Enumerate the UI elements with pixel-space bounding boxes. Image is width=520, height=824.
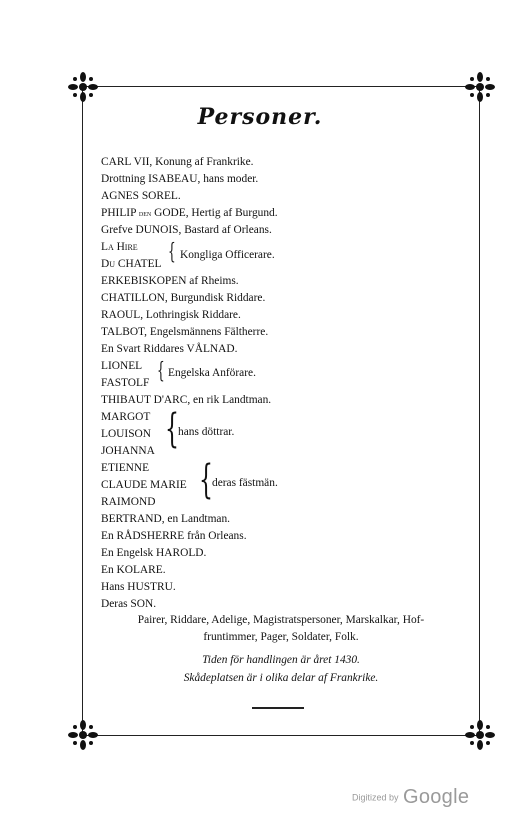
brace-icon: {: [157, 359, 165, 384]
page-title: Personer.: [197, 104, 323, 130]
role-line: En KOLARE.: [101, 564, 166, 576]
closing-rule: [252, 707, 304, 709]
extras-line: Pairer, Riddare, Adelige, Magistratspersoner, Marskalkar, Hof-: [137, 614, 425, 626]
role-line: Grefve DUNOIS, Bastard af Orleans.: [101, 224, 272, 236]
brace-icon: {: [199, 457, 213, 503]
watermark: [352, 786, 469, 809]
extras-line: fruntimmer, Pager, Soldater, Folk.: [203, 631, 359, 643]
floral-ornament-icon: [66, 718, 100, 752]
group-member: CLAUDE MARIE: [101, 479, 187, 491]
watermark-brand: Google: [402, 786, 470, 808]
role-line: Deras SON.: [101, 598, 157, 610]
role-line: Hans HUSTRU.: [101, 581, 176, 593]
role-line: BERTRAND, en Landtman.: [101, 513, 231, 525]
role-line: CHATILLON, Burgundisk Riddare.: [101, 292, 266, 304]
group-member: LOUISON: [101, 428, 151, 440]
role-line: TALBOT, Engelsmännens Fältherre.: [101, 326, 269, 338]
floral-ornament-icon: [66, 70, 100, 104]
role-line: En RÅDSHERRE från Orleans.: [101, 530, 247, 542]
floral-ornament-icon: [463, 718, 497, 752]
watermark-prefix: Digitized by: [352, 792, 399, 803]
role-line: THIBAUT D'ARC, en rik Landtman.: [101, 394, 272, 406]
group-member: JOHANNA: [101, 445, 155, 457]
group-member: RAIMOND: [101, 496, 156, 508]
group-label: hans döttrar.: [178, 426, 235, 438]
group-member: LIONEL: [101, 360, 143, 372]
group-member: FASTOLF: [101, 377, 150, 389]
group-member: Du CHATEL: [101, 258, 162, 270]
scene-note: Skådeplatsen är i olika delar af Frankrike.: [183, 672, 379, 684]
group-member: ETIENNE: [101, 462, 150, 474]
time-note: Tiden för handlingen är året 1430.: [202, 654, 360, 666]
role-line: En Svart Riddares VÅLNAD.: [101, 343, 238, 355]
role-line: Drottning ISABEAU, hans moder.: [101, 173, 259, 185]
group-label: Engelska Anförare.: [168, 367, 256, 379]
role-line: RAOUL, Lothringisk Riddare.: [101, 309, 241, 321]
role-line: PHILIP den GODE, Hertig af Burgund.: [101, 207, 278, 219]
role-line: En Engelsk HAROLD.: [101, 547, 207, 559]
floral-ornament-icon: [463, 70, 497, 104]
brace-icon: {: [168, 240, 176, 265]
role-line: ERKEBISKOPEN af Rheims.: [101, 275, 239, 287]
group-label: Kongliga Officerare.: [180, 249, 275, 261]
group-label: deras fästmän.: [212, 477, 278, 489]
group-member: MARGOT: [101, 411, 151, 423]
role-line: CARL VII, Konung af Frankrike.: [101, 156, 254, 168]
role-line: AGNES SOREL.: [101, 190, 181, 202]
brace-icon: {: [165, 406, 179, 452]
group-member: La Hire: [101, 241, 138, 253]
